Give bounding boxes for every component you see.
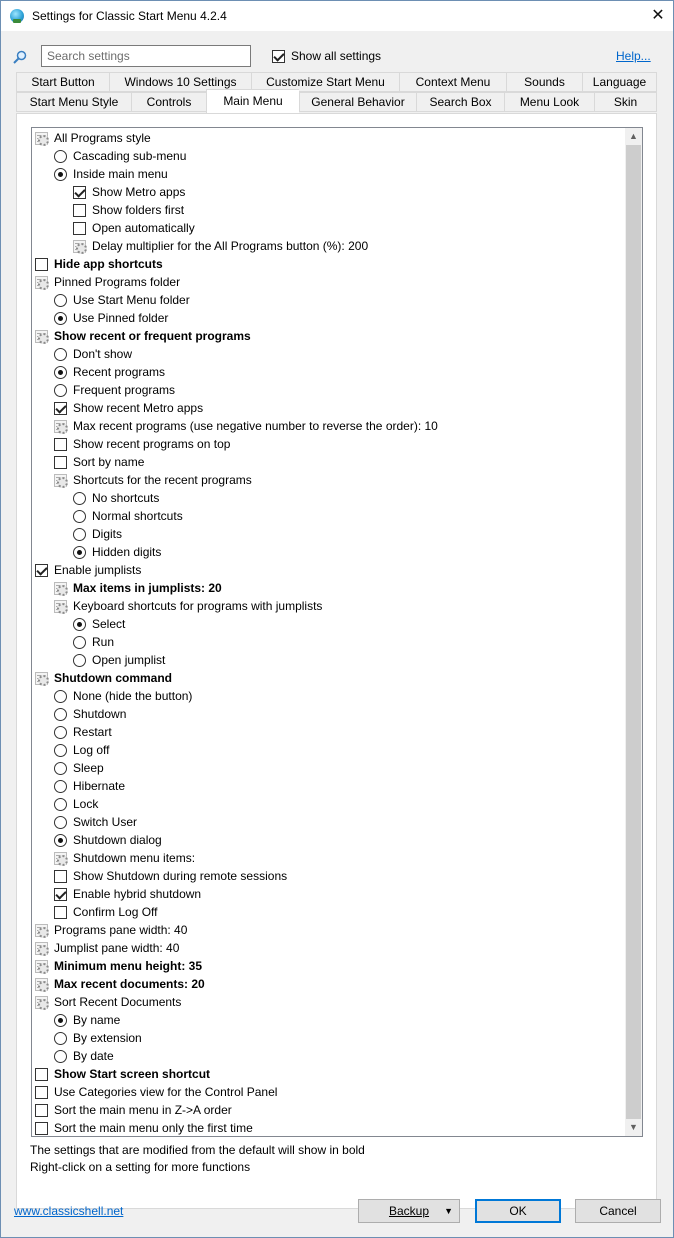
- setting-row[interactable]: [54, 363, 165, 381]
- close-button[interactable]: ✕: [651, 7, 665, 24]
- setting-row[interactable]: [35, 669, 172, 687]
- setting-label: By extension: [73, 1031, 142, 1045]
- setting-row[interactable]: [35, 255, 163, 273]
- setting-label: Use Start Menu folder: [73, 293, 190, 307]
- setting-row[interactable]: [35, 939, 179, 957]
- setting-gear-icon: [54, 852, 67, 865]
- setting-row[interactable]: [54, 723, 112, 741]
- setting-label: Show folders first: [92, 203, 185, 217]
- setting-label: Enable hybrid shutdown: [73, 887, 202, 901]
- setting-checkbox[interactable]: [35, 1104, 48, 1117]
- setting-label: Show Shutdown during remote sessions: [73, 869, 288, 883]
- setting-row[interactable]: [54, 345, 132, 363]
- backup-button[interactable]: [358, 1199, 460, 1223]
- backup-button-label: Backup: [388, 1204, 430, 1218]
- scroll-up-arrow-icon[interactable]: ▲: [629, 131, 638, 141]
- setting-checkbox[interactable]: [35, 258, 48, 271]
- setting-gear-icon: [35, 978, 48, 991]
- tab-search-box[interactable]: Search Box: [416, 92, 504, 112]
- setting-radio[interactable]: [73, 654, 86, 667]
- setting-row[interactable]: [54, 399, 203, 417]
- setting-radio[interactable]: [54, 834, 67, 847]
- setting-row[interactable]: [35, 957, 202, 975]
- setting-label: Show Start screen shortcut: [54, 1067, 211, 1081]
- setting-radio[interactable]: [73, 546, 86, 559]
- setting-row[interactable]: [54, 795, 98, 813]
- setting-radio[interactable]: [73, 636, 86, 649]
- setting-label: Shutdown: [73, 707, 127, 721]
- setting-label: Shutdown menu items:: [73, 851, 196, 865]
- setting-row[interactable]: [73, 615, 125, 633]
- setting-row[interactable]: [54, 291, 190, 309]
- setting-row[interactable]: [73, 219, 195, 237]
- setting-label: Jumplist pane width: 40: [54, 941, 180, 955]
- window-title: Settings for Classic Start Menu 4.2.4: [32, 9, 227, 23]
- setting-gear-icon: [35, 276, 48, 289]
- setting-row[interactable]: [54, 579, 222, 597]
- scroll-down-arrow-icon[interactable]: ▼: [629, 1122, 638, 1132]
- tab-windows10-settings[interactable]: Windows 10 Settings: [109, 72, 251, 92]
- setting-label: Recent programs: [73, 365, 166, 379]
- tab-controls[interactable]: Controls: [131, 92, 206, 112]
- setting-label: Hidden digits: [92, 545, 162, 559]
- setting-label: Cascading sub-menu: [73, 149, 187, 163]
- setting-gear-icon: [35, 924, 48, 937]
- setting-checkbox[interactable]: [73, 222, 86, 235]
- setting-label: Run: [92, 635, 115, 649]
- help-link[interactable]: Help...: [616, 49, 651, 63]
- setting-checkbox[interactable]: [54, 456, 67, 469]
- setting-label: Use Pinned folder: [73, 311, 169, 325]
- setting-row[interactable]: [54, 1047, 114, 1065]
- setting-label: Switch User: [73, 815, 138, 829]
- setting-row[interactable]: [54, 597, 322, 615]
- tab-language[interactable]: Language: [582, 72, 657, 92]
- setting-radio[interactable]: [54, 168, 67, 181]
- tree-scrollbar[interactable]: [625, 128, 642, 1136]
- setting-row[interactable]: [54, 741, 109, 759]
- setting-gear-icon: [73, 240, 86, 253]
- setting-row[interactable]: [54, 1011, 120, 1029]
- tab-skin[interactable]: Skin: [594, 92, 657, 112]
- setting-radio[interactable]: [54, 1014, 67, 1027]
- setting-row[interactable]: [54, 471, 252, 489]
- setting-gear-icon: [35, 942, 48, 955]
- setting-row[interactable]: [54, 759, 104, 777]
- setting-row[interactable]: [35, 327, 251, 345]
- cancel-button[interactable]: Cancel: [575, 1199, 661, 1223]
- tab-start-menu-style[interactable]: Start Menu Style: [16, 92, 131, 112]
- tab-start-button[interactable]: Start Button: [16, 72, 109, 92]
- setting-label: Keyboard shortcuts for programs with jumplists: [73, 599, 323, 613]
- setting-label: No shortcuts: [92, 491, 160, 505]
- setting-row[interactable]: [73, 201, 184, 219]
- setting-row[interactable]: [35, 129, 151, 147]
- setting-row[interactable]: [73, 183, 185, 201]
- setting-label: Delay multiplier for the All Programs button (%): 200: [92, 239, 369, 253]
- setting-gear-icon: [35, 330, 48, 343]
- setting-radio[interactable]: [73, 618, 86, 631]
- setting-checkbox[interactable]: [35, 1122, 48, 1135]
- app-icon: [10, 9, 24, 23]
- setting-radio[interactable]: [73, 492, 86, 505]
- setting-label: Hide app shortcuts: [54, 257, 163, 271]
- tab-context-menu[interactable]: Context Menu: [399, 72, 506, 92]
- setting-checkbox[interactable]: [73, 204, 86, 217]
- search-icon: [13, 50, 27, 64]
- setting-row[interactable]: [54, 165, 168, 183]
- setting-label: Frequent programs: [73, 383, 176, 397]
- setting-label: Show recent Metro apps: [73, 401, 204, 415]
- setting-label: Confirm Log Off: [73, 905, 158, 919]
- setting-row[interactable]: [35, 561, 141, 579]
- setting-label: Max recent documents: 20: [54, 977, 205, 991]
- setting-label: Lock: [73, 797, 99, 811]
- setting-label: Show recent programs on top: [73, 437, 231, 451]
- tab-customize-start-menu[interactable]: Customize Start Menu: [251, 72, 399, 92]
- setting-label: Shutdown command: [54, 671, 172, 685]
- setting-row[interactable]: [54, 435, 230, 453]
- setting-label: Shortcuts for the recent programs: [73, 473, 252, 487]
- setting-row[interactable]: [54, 147, 186, 165]
- setting-checkbox[interactable]: [35, 1086, 48, 1099]
- setting-label: Inside main menu: [73, 167, 168, 181]
- setting-label: Select: [92, 617, 126, 631]
- setting-gear-icon: [35, 996, 48, 1009]
- setting-label: By name: [73, 1013, 121, 1027]
- setting-checkbox[interactable]: [35, 1068, 48, 1081]
- show-all-label: Show all settings: [291, 49, 382, 63]
- setting-row[interactable]: [35, 1083, 277, 1101]
- setting-label: Programs pane width: 40: [54, 923, 188, 937]
- setting-checkbox[interactable]: [73, 186, 86, 199]
- setting-radio[interactable]: [54, 366, 67, 379]
- setting-gear-icon: [35, 132, 48, 145]
- setting-label: Sort the main menu in Z->A order: [54, 1103, 232, 1117]
- setting-row[interactable]: [54, 849, 195, 867]
- setting-label: Log off: [73, 743, 110, 757]
- setting-label: Sleep: [73, 761, 104, 775]
- setting-row[interactable]: [35, 975, 205, 993]
- setting-row[interactable]: [35, 273, 180, 291]
- setting-label: Digits: [92, 527, 123, 541]
- tab-row-2: [16, 92, 657, 112]
- setting-row[interactable]: [54, 453, 144, 471]
- setting-label: Open automatically: [92, 221, 195, 235]
- setting-radio[interactable]: [54, 798, 67, 811]
- setting-row[interactable]: [73, 651, 165, 669]
- tab-row-1: [16, 72, 657, 92]
- setting-row[interactable]: [35, 921, 187, 939]
- bold-hint-text: The settings that are modified from the default will show in bold: [30, 1143, 365, 1157]
- tab-general-behavior[interactable]: General Behavior: [299, 92, 416, 112]
- setting-radio[interactable]: [54, 150, 67, 163]
- setting-label: Pinned Programs folder: [54, 275, 181, 289]
- setting-row[interactable]: [73, 525, 122, 543]
- setting-gear-icon: [35, 960, 48, 973]
- setting-radio[interactable]: [54, 1032, 67, 1045]
- setting-row[interactable]: [54, 381, 175, 399]
- setting-row[interactable]: [73, 237, 368, 255]
- setting-radio[interactable]: [54, 384, 67, 397]
- setting-row[interactable]: [54, 867, 287, 885]
- setting-gear-icon: [54, 420, 67, 433]
- setting-label: All Programs style: [54, 131, 151, 145]
- scroll-thumb[interactable]: [626, 145, 641, 1119]
- setting-row[interactable]: [35, 1101, 232, 1119]
- setting-label: Use Categories view for the Control Panel: [54, 1085, 278, 1099]
- setting-label: None (hide the button): [73, 689, 193, 703]
- setting-row[interactable]: [54, 903, 157, 921]
- setting-radio[interactable]: [54, 762, 67, 775]
- right-click-hint-text: Right-click on a setting for more functions: [30, 1160, 251, 1174]
- setting-label: Max items in jumplists: 20: [73, 581, 222, 595]
- setting-row[interactable]: [54, 813, 137, 831]
- setting-row[interactable]: [54, 309, 168, 327]
- setting-radio[interactable]: [54, 690, 67, 703]
- setting-gear-icon: [54, 582, 67, 595]
- classicshell-website-link[interactable]: www.classicshell.net: [14, 1204, 124, 1218]
- setting-label: Show Metro apps: [92, 185, 186, 199]
- setting-label: Max recent programs (use negative number to reverse the order): 10: [73, 419, 438, 433]
- setting-radio[interactable]: [73, 528, 86, 541]
- show-all-settings-toggle[interactable]: [272, 49, 381, 63]
- setting-label: Open jumplist: [92, 653, 166, 667]
- setting-radio[interactable]: [54, 744, 67, 757]
- setting-row[interactable]: [54, 831, 162, 849]
- show-all-checkbox[interactable]: [272, 50, 285, 63]
- setting-radio[interactable]: [54, 726, 67, 739]
- setting-row[interactable]: [73, 489, 159, 507]
- setting-label: Enable jumplists: [54, 563, 142, 577]
- setting-radio[interactable]: [73, 510, 86, 523]
- setting-radio[interactable]: [54, 312, 67, 325]
- ok-button[interactable]: OK: [475, 1199, 561, 1223]
- setting-label: By date: [73, 1049, 114, 1063]
- setting-gear-icon: [35, 672, 48, 685]
- setting-label: Shutdown dialog: [73, 833, 162, 847]
- setting-label: Normal shortcuts: [92, 509, 183, 523]
- title-bar: [1, 1, 673, 31]
- setting-radio[interactable]: [54, 1050, 67, 1063]
- setting-label: Don't show: [73, 347, 132, 361]
- setting-radio[interactable]: [54, 708, 67, 721]
- setting-radio[interactable]: [54, 816, 67, 829]
- tab-menu-look[interactable]: Menu Look: [504, 92, 594, 112]
- setting-gear-icon: [54, 474, 67, 487]
- setting-radio[interactable]: [54, 348, 67, 361]
- setting-radio[interactable]: [54, 294, 67, 307]
- setting-label: Minimum menu height: 35: [54, 959, 203, 973]
- setting-label: Sort the main menu only the first time: [54, 1121, 253, 1135]
- setting-row[interactable]: [35, 993, 181, 1011]
- tab-main-menu[interactable]: Main Menu: [206, 89, 299, 113]
- setting-row[interactable]: [54, 885, 201, 903]
- setting-checkbox[interactable]: [54, 888, 67, 901]
- setting-label: Restart: [73, 725, 112, 739]
- setting-row[interactable]: [35, 1119, 253, 1137]
- setting-radio[interactable]: [54, 780, 67, 793]
- setting-row[interactable]: [73, 543, 161, 561]
- setting-row[interactable]: [54, 777, 125, 795]
- setting-checkbox[interactable]: [54, 402, 67, 415]
- tab-sounds[interactable]: Sounds: [506, 72, 582, 92]
- setting-gear-icon: [54, 600, 67, 613]
- setting-checkbox[interactable]: [54, 906, 67, 919]
- setting-checkbox[interactable]: [35, 564, 48, 577]
- setting-label: Sort Recent Documents: [54, 995, 182, 1009]
- setting-row[interactable]: [54, 417, 438, 435]
- dropdown-arrow-icon: ▼: [444, 1206, 453, 1216]
- settings-tree[interactable]: [31, 127, 643, 1137]
- setting-row[interactable]: [54, 687, 192, 705]
- setting-row[interactable]: [54, 1029, 142, 1047]
- search-input[interactable]: [41, 45, 251, 67]
- setting-label: Sort by name: [73, 455, 145, 469]
- setting-label: Hibernate: [73, 779, 126, 793]
- setting-row[interactable]: [35, 1065, 210, 1083]
- setting-row[interactable]: [73, 507, 183, 525]
- setting-row[interactable]: [73, 633, 114, 651]
- setting-checkbox[interactable]: [54, 438, 67, 451]
- setting-checkbox[interactable]: [54, 870, 67, 883]
- setting-row[interactable]: [54, 705, 126, 723]
- setting-label: Show recent or frequent programs: [54, 329, 251, 343]
